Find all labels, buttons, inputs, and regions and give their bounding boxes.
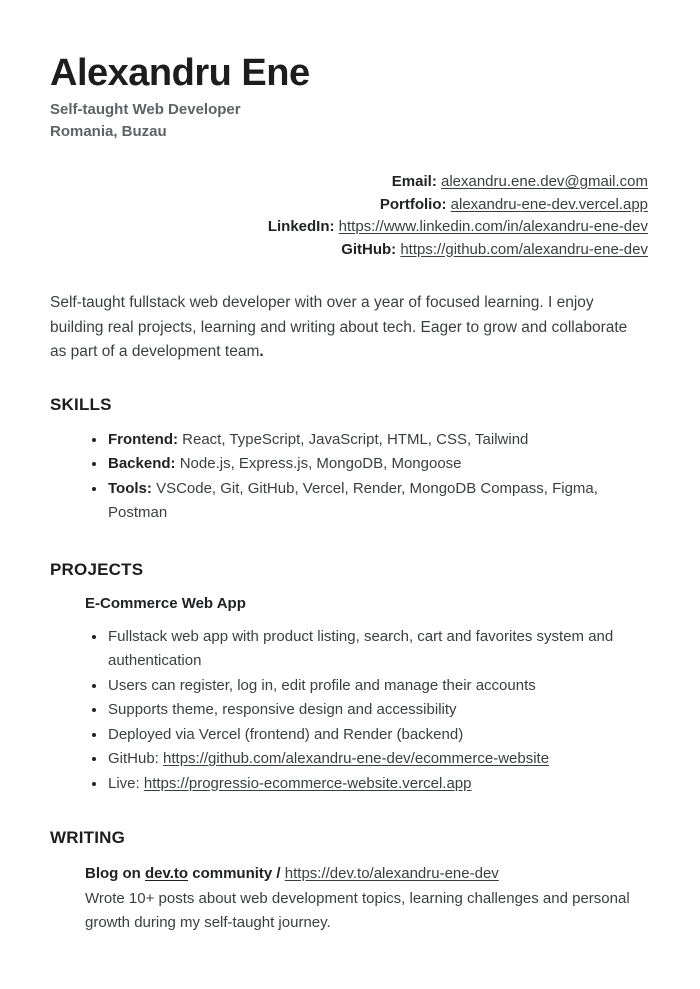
summary-text: Self-taught fullstack web developer with over a year of focused learning. I enjoy building real projects, learning and writing about tech. Eager to grow and collaborate as part of a development team: [50, 294, 628, 360]
project-bullet-github: [107, 747, 648, 772]
summary-period: .: [259, 343, 264, 360]
header-subtitle-block: [50, 99, 648, 143]
blog-prefix: Blog on: [85, 865, 141, 882]
contact-label-portfolio: Portfolio:: [379, 195, 447, 213]
contact-row-portfolio: [50, 194, 648, 217]
contact-link-email[interactable]: alexandru.ene.dev@gmail.com: [440, 173, 648, 190]
location: Romania, Buzau: [50, 123, 167, 140]
job-title: Self-taught Web Developer: [50, 101, 241, 118]
section-heading-skills: SKILLS: [50, 394, 112, 414]
project-title: E-Commerce Web App: [85, 594, 246, 612]
project-bullet-accounts: • Users can register, log in, edit profile and manage their accounts: [107, 674, 648, 699]
writing-description: Wrote 10+ posts about web development topics, learning challenges and personal growth during my self-taught journey.: [85, 889, 630, 931]
contact-link-linkedin[interactable]: https://www.linkedin.com/in/alexandru-ene-dev: [338, 218, 648, 235]
contact-label-email: Email:: [391, 173, 437, 190]
skill-value-backend: Node.js, Express.js, MongoDB, Mongoose: [179, 455, 462, 472]
project-bullet-list: [50, 625, 648, 797]
writing-block: [85, 862, 633, 936]
contact-row-github: [50, 239, 648, 262]
skill-item-tools: [107, 477, 648, 526]
project-bullet-features: • Fullstack web app with product listing, search, cart and favorites system and authentication: [107, 625, 648, 674]
project-link-label-github: GitHub:: [108, 750, 159, 767]
skill-label-backend: Backend:: [108, 455, 176, 472]
contact-label-github: GitHub:: [341, 240, 397, 258]
project-bullet-theme: • Supports theme, responsive design and accessibility: [107, 698, 648, 723]
project-bullet-live: [107, 772, 648, 797]
contact-block: [50, 171, 648, 261]
skill-item-backend: [107, 452, 648, 477]
skill-label-tools: Tools:: [108, 479, 152, 497]
contact-link-portfolio[interactable]: alexandru-ene-dev.vercel.app: [450, 195, 648, 213]
contact-label-linkedin: LinkedIn:: [267, 218, 335, 235]
blog-devto-link[interactable]: dev.to: [145, 865, 189, 882]
blog-url-link[interactable]: https://dev.to/alexandru-ene-dev: [284, 865, 499, 882]
section-heading-writing: WRITING: [50, 828, 126, 847]
page-title: Alexandru Ene: [50, 52, 310, 94]
project-link-live[interactable]: https://progressio-ecommerce-website.vercel.app: [143, 774, 472, 792]
project-link-label-live: Live:: [108, 774, 140, 792]
section-heading-projects: PROJECTS: [50, 559, 144, 579]
contact-row-linkedin: [50, 216, 648, 239]
blog-line: [85, 862, 633, 887]
contact-link-github[interactable]: https://github.com/alexandru-ene-dev: [400, 240, 648, 258]
skill-value-tools: VSCode, Git, GitHub, Vercel, Render, MongoDB Compass, Figma, Postman: [108, 479, 598, 521]
skill-item-frontend: [107, 428, 648, 453]
skill-label-frontend: Frontend:: [108, 430, 178, 448]
blog-mid: community /: [192, 865, 281, 882]
skill-value-frontend: React, TypeScript, JavaScript, HTML, CSS, Tailwind: [182, 430, 529, 448]
project-bullet-deploy: • Deployed via Vercel (frontend) and Render (backend): [107, 723, 648, 748]
contact-row-email: [50, 171, 648, 194]
summary-paragraph: [50, 291, 636, 365]
skills-list: [50, 428, 648, 526]
project-link-github[interactable]: https://github.com/alexandru-ene-dev/ecommerce-website: [163, 750, 550, 767]
